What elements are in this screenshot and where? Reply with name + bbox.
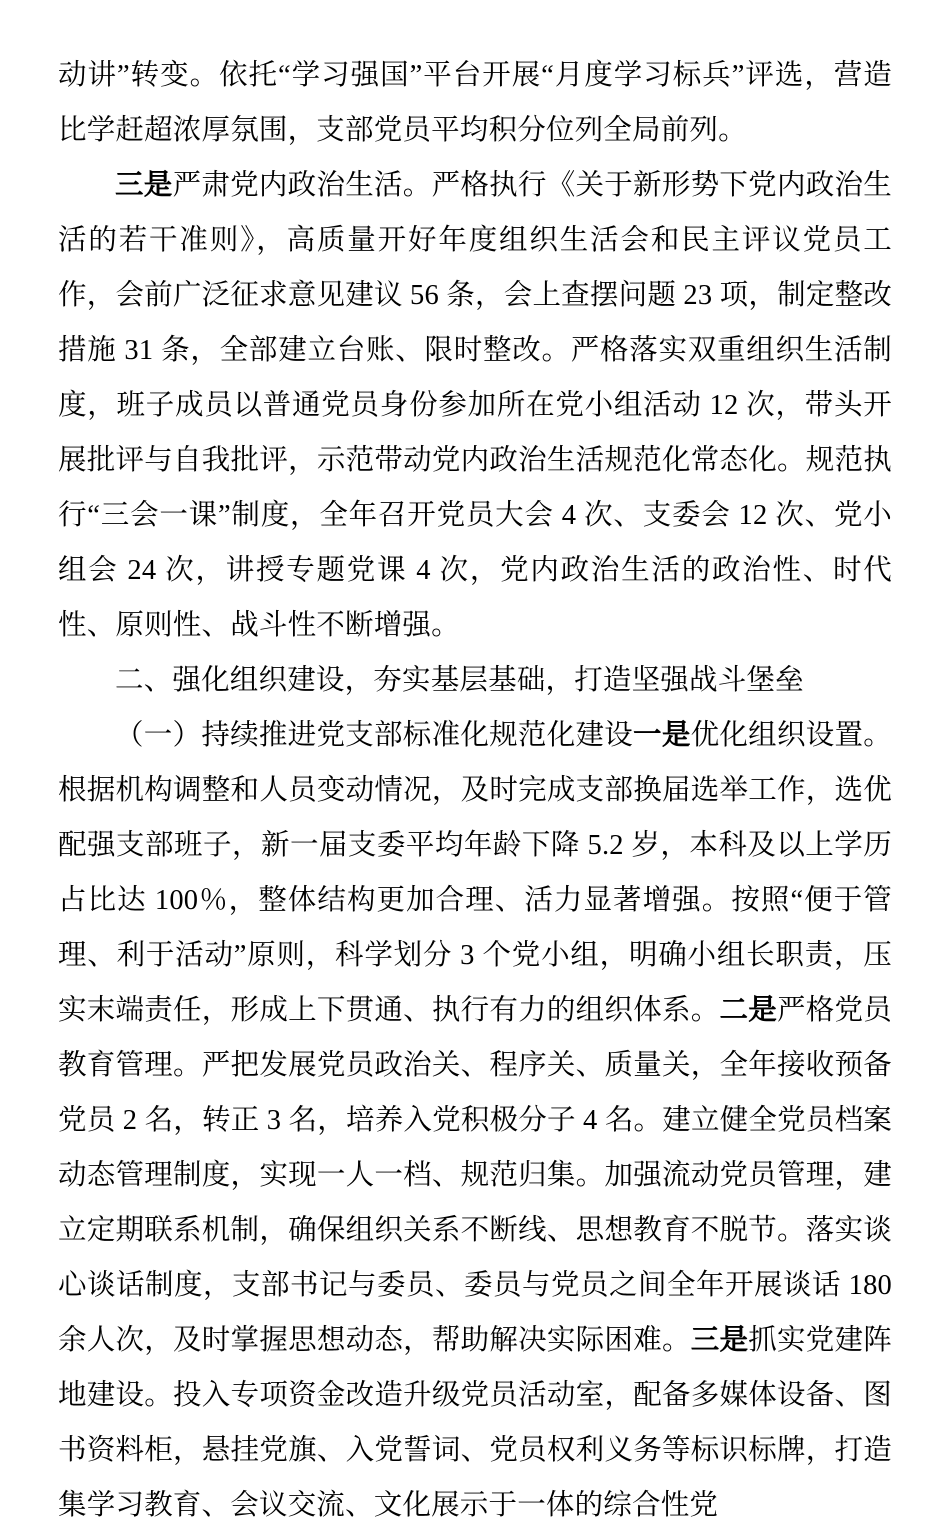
- section-heading-two: [58, 653, 892, 708]
- lead-label-san-shi-2: 三是: [690, 1325, 749, 1356]
- paragraph-san-shi-political-life: [58, 158, 892, 653]
- lead-label-san-shi: 三是: [115, 170, 173, 201]
- text-run: 严肃党内政治生活。严格执行《关于新形势下党内政治生活的若干准则》，高质量开好年度组织生活会和民主评议党员工作，会前广泛征求意见建议 56 条，会上查摆问题 23 项，制定整改措施 31 条，全部建立台账、限时整改。严格落实双重组织生活制度，班子成员以普通党员身份参加所在党小组活动 12 次，带头开展批评与自我批评，示范带动党内政治生活规范化常态化。规范执行“三会一课”制度，全年召开党员大会 4 次、支委会 12 次、党小组会 24 次，讲授专题党课 4 次，党内政治生活的政治性、时代性、原则性、战斗性不断增强。: [58, 170, 892, 641]
- text-run: 抓实党建阵地建设。投入专项资金改造升级党员活动室，配备多媒体设备、图书资料柜，悬挂党旗、入党誓词、党员权利义务等标识标牌，打造集学习教育、会议交流、文化展示于一体的综合性党: [58, 1325, 892, 1521]
- lead-label-yi-shi: 一是: [633, 720, 691, 751]
- lead-label-er-shi: 二是: [719, 995, 778, 1026]
- document-body: [58, 48, 892, 1533]
- paragraph-continuation: [58, 48, 892, 158]
- text-run: 二、强化组织建设，夯实基层基础，打造坚强战斗堡垒: [115, 665, 804, 696]
- text-run: 优化组织设置。根据机构调整和人员变动情况，及时完成支部换届选举工作，选优配强支部班子，新一届支委平均年龄下降 5.2 岁，本科及以上学历占比达 100％，整体结构更加合理、活力显著增强。按照“便于管理、利于活动”原则，科学划分 3 个党小组，明确小组长职责，压实末端责任，形成上下贯通、执行有力的组织体系。: [58, 720, 892, 1026]
- text-run: （一）持续推进党支部标准化规范化建设: [115, 720, 634, 751]
- text-run: 动讲”转变。依托“学习强国”平台开展“月度学习标兵”评选，营造比学赶超浓厚氛围，支部党员平均积分位列全局前列。: [58, 60, 892, 146]
- text-run: 严格党员教育管理。严把发展党员政治关、程序关、质量关，全年接收预备党员 2 名，转正 3 名，培养入党积极分子 4 名。建立健全党员档案动态管理制度，实现一人一档、规范归集。加强流动党员管理，建立定期联系机制，确保组织关系不断线、思想教育不脱节。落实谈心谈话制度，支部书记与委员、委员与党员之间全年开展谈话 180 余人次，及时掌握思想动态，帮助解决实际困难。: [58, 995, 892, 1356]
- paragraph-subsection-one: [58, 708, 892, 1533]
